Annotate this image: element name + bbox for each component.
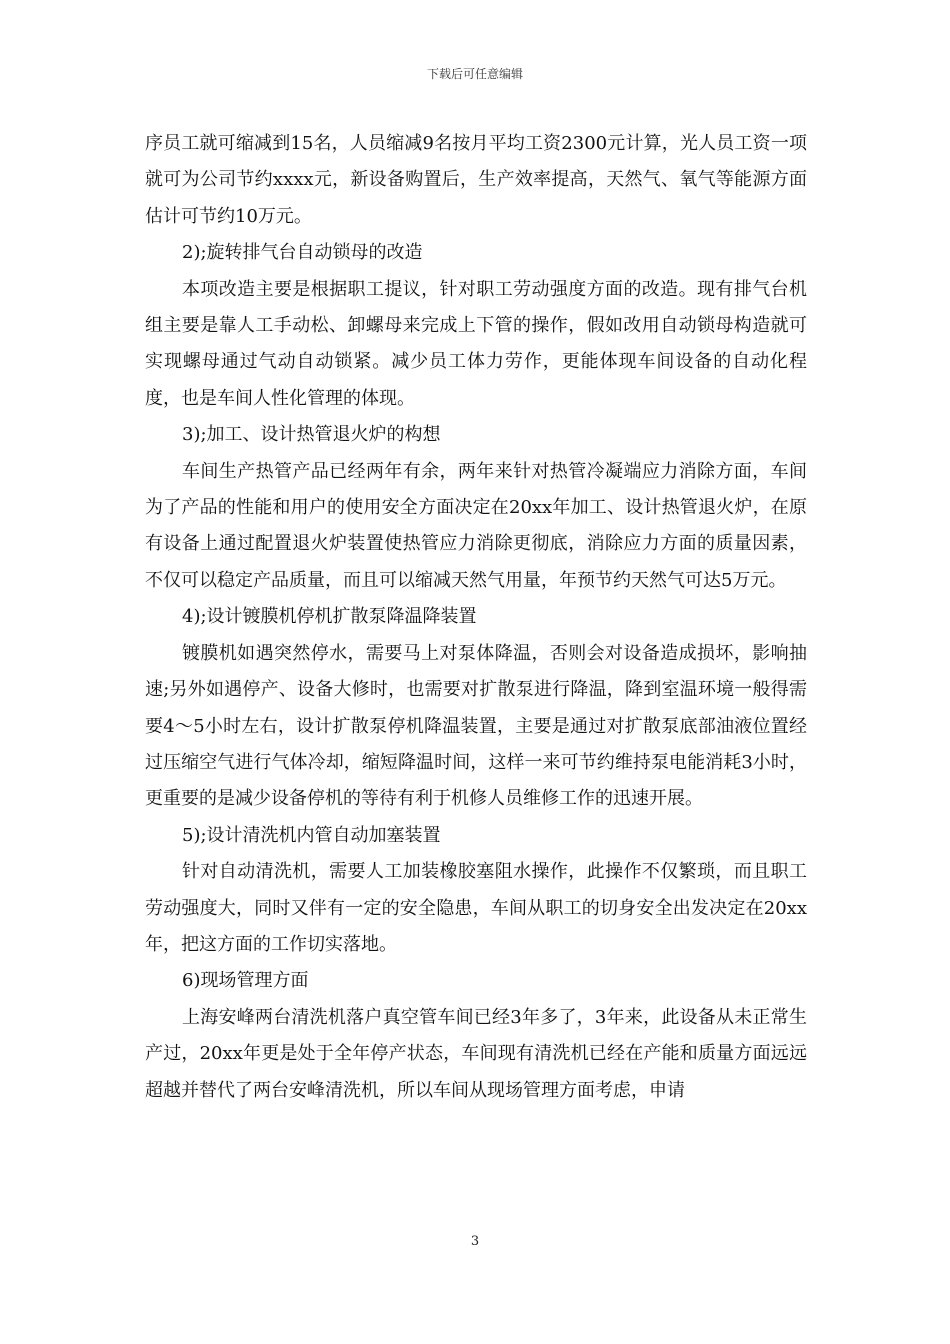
section-heading-6: 6)现场管理方面	[182, 970, 309, 992]
paragraph-continued: 序员工就可缩减到15名，人员缩减9名按月平均工资2300元计算，光人员工资一项就可为公司节约xxxx元，新设备购置后，生产效率提高，天然气、氧气等能源方面估计可节约10万元。	[145, 133, 807, 227]
page-header: 下载后可任意编辑	[426, 67, 523, 81]
page-number: 3	[470, 1234, 480, 1249]
paragraph-4: 镀膜机如遇突然停水，需要马上对泵体降温，否则会对设备造成损坏，影响抽速;另外如遇停产、设备大修时，也需要对扩散泵进行降温，降到室温环境一般得需要4～5小时左右，设计扩散泵停机降温装置，主要是通过对扩散泵底部油液位置经过压缩空气进行气体冷却，缩短降温时间，这样一来可节约维持泵电能消耗3小时，更重要的是减少设备停机的等待有利于机修人员维修工作的迅速开展。	[145, 642, 807, 810]
section-heading-2: 2);旋转排气台自动锁母的改造	[182, 242, 423, 264]
paragraph-2: 本项改造主要是根据职工提议，针对职工劳动强度方面的改造。现有排气台机组主要是靠人工手动松、卸螺母来完成上下管的操作，假如改用自动锁母构造就可实现螺母通过气动自动锁紧。减少员工体力劳作，更能体现车间设备的自动化程度，也是车间人性化管理的体现。	[145, 278, 807, 409]
document-body	[145, 126, 807, 1109]
section-heading-5: 5);设计清洗机内管自动加塞装置	[182, 824, 441, 846]
section-heading-3: 3);加工、设计热管退火炉的构想	[182, 424, 441, 446]
paragraph-6: 上海安峰两台清洗机落户真空管车间已经3年多了，3年来，此设备从未正常生产过，20xx年更是处于全年停产状态，车间现有清洗机已经在产能和质量方面远远超越并替代了两台安峰清洗机，所以车间从现场管理方面考虑，申请	[145, 1006, 807, 1101]
section-heading-4: 4);设计镀膜机停机扩散泵降温降装置	[182, 606, 477, 628]
paragraph-5: 针对自动清洗机，需要人工加装橡胶塞阻水操作，此操作不仅繁琐，而且职工劳动强度大，同时又伴有一定的安全隐患，车间从职工的切身安全出发决定在20xx年，把这方面的工作切实落地。	[145, 861, 807, 955]
paragraph-3: 车间生产热管产品已经两年有余，两年来针对热管冷凝端应力消除方面，车间为了产品的性能和用户的使用安全方面决定在20xx年加工、设计热管退火炉，在原有设备上通过配置退火炉装置使热管应力消除更彻底，消除应力方面的质量因素，不仅可以稳定产品质量，而且可以缩减天然气用量，年预节约天然气可达5万元。	[145, 460, 807, 591]
